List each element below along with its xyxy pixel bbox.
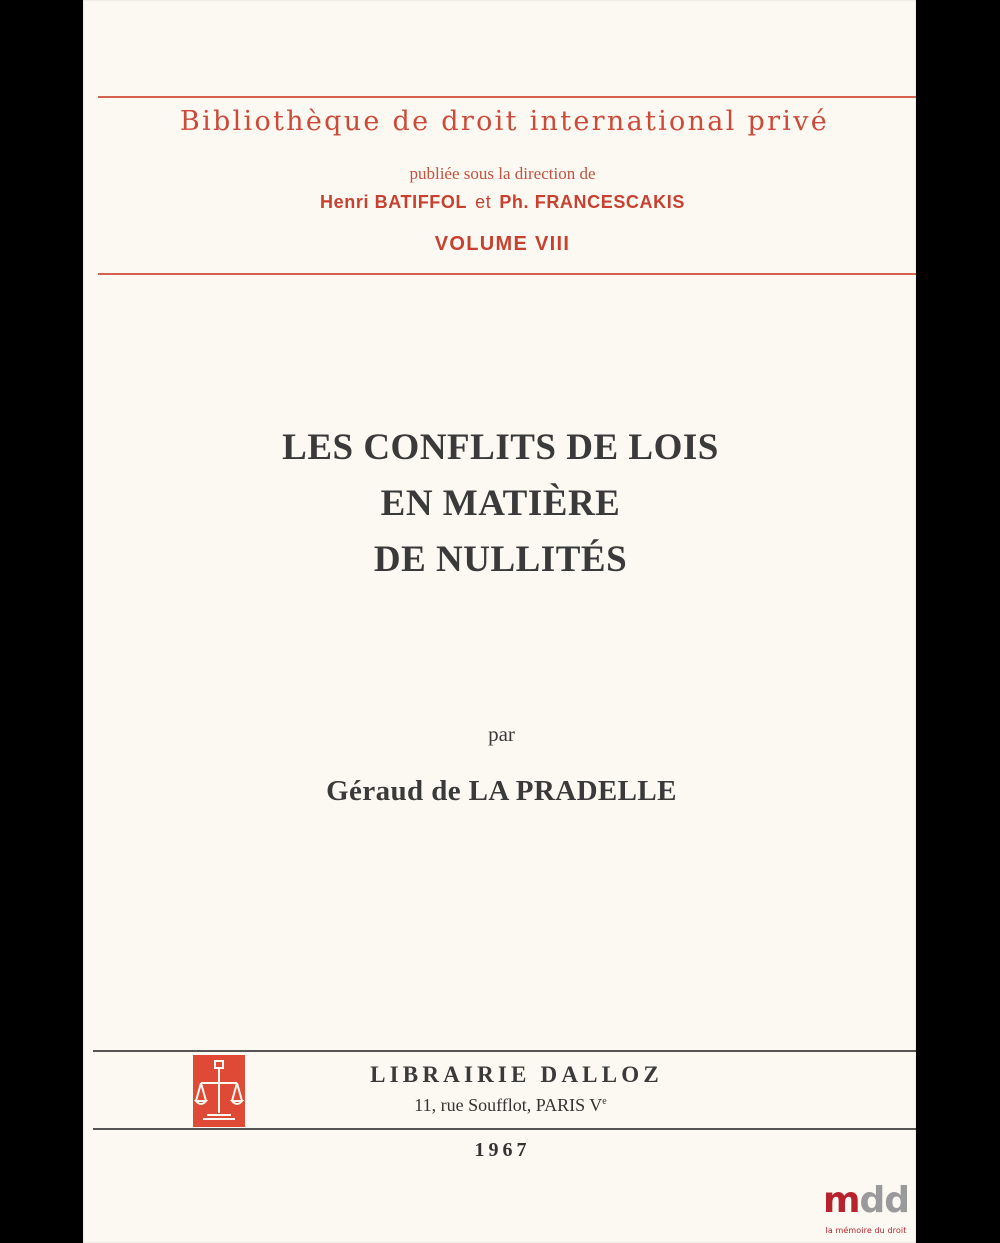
publication-year: 1967 [474,1139,531,1161]
title-line: DE NULLITÉS [373,539,628,580]
director-name: Ph. FRANCESCAKIS [499,192,685,212]
by-label: par [488,722,515,746]
director-name: Henri BATIFFOL [320,192,468,212]
series-directors [83,192,916,213]
directors-conjunction: et [475,192,492,212]
publisher-bottom-rule [93,1128,916,1130]
book-title [83,420,916,588]
publisher-top-rule [93,1050,916,1052]
top-red-rule [98,96,916,98]
book-cover [83,0,916,1243]
volume-number: VOLUME VIII [434,233,571,255]
publisher-name: LIBRAIRIE DALLOZ [370,1062,663,1087]
author-name: Géraud de LA PRADELLE [326,775,677,807]
bottom-red-rule [98,273,916,275]
title-line: EN MATIÈRE [380,483,621,524]
publisher-address: 11, rue Soufflot, PARIS Ve [414,1095,607,1115]
series-direction-label: publiée sous la direction de [409,164,596,183]
memoire-du-droit-watermark [818,1176,914,1243]
series-title: Bibliothèque de droit international privé [179,106,830,137]
watermark-text: la mémoire du droit [825,1226,907,1235]
title-line: LES CONFLITS DE LOIS [282,427,719,468]
mdd-logo: mdd [822,1180,910,1221]
